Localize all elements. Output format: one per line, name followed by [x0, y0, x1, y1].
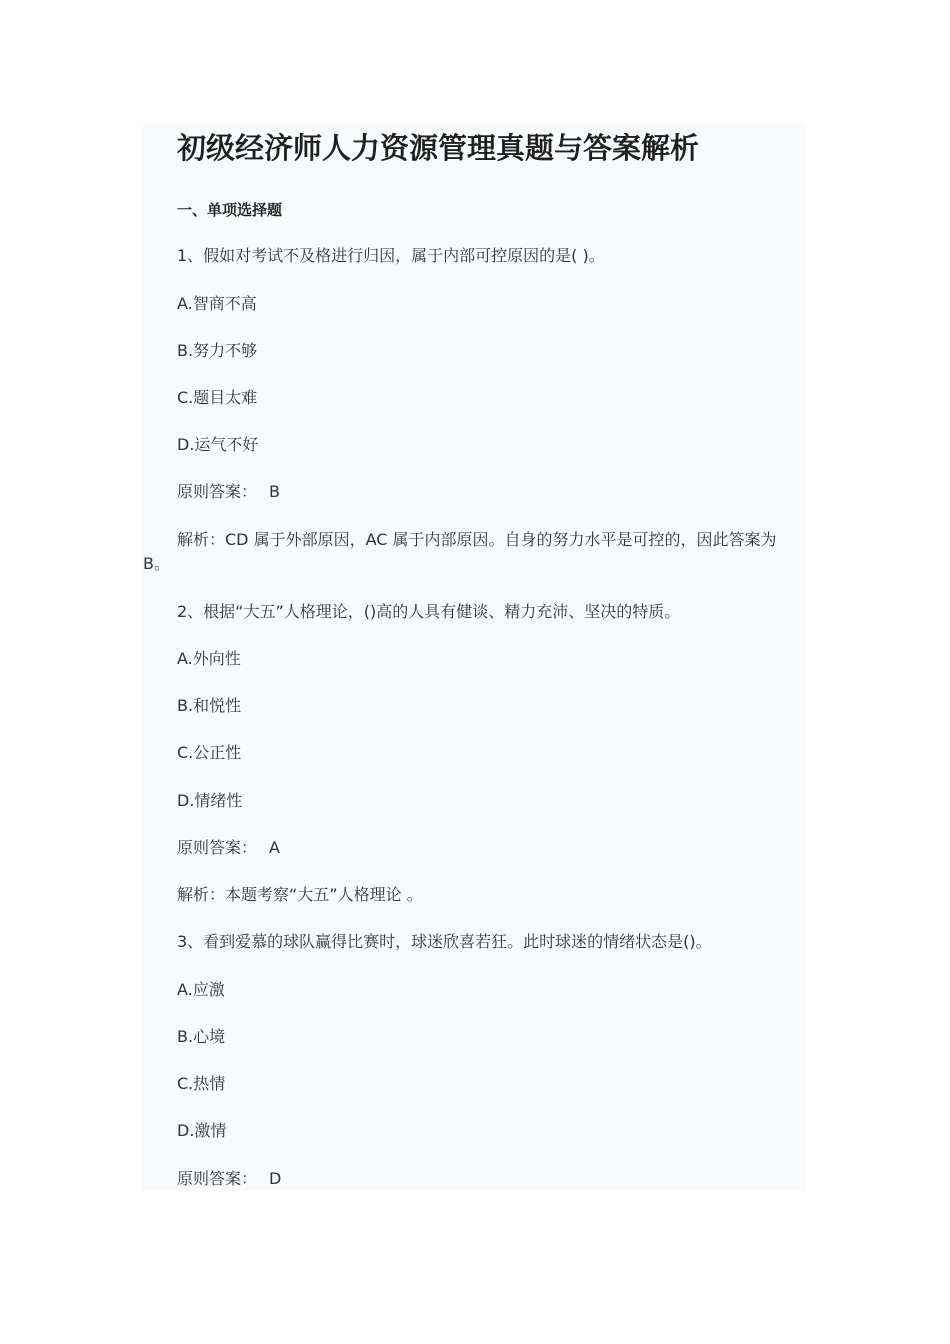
answer-label: 原则答案： [177, 838, 258, 857]
question-option: B.努力不够 [177, 341, 258, 360]
answer-value: D [269, 1169, 282, 1188]
question-option: C.热情 [177, 1074, 226, 1093]
question-option: C.公正性 [177, 743, 242, 762]
answer-line [177, 480, 280, 504]
question-option: B.心境 [177, 1027, 226, 1046]
analysis-text: 解析：CD 属于外部原因，AC 属于内部原因。自身的努力水平是可控的，因此答案为 B。 [143, 530, 777, 573]
question-stem: 1、假如对考试不及格进行归因，属于内部可控原因的是( )。 [177, 246, 605, 265]
question-option: C.题目太难 [177, 388, 258, 407]
section-heading: 一、单项选择题 [177, 201, 283, 219]
question-option: A.智商不高 [177, 294, 257, 313]
answer-label: 原则答案： [177, 482, 258, 501]
question-option: D.情绪性 [177, 791, 243, 810]
question-option: A.外向性 [177, 649, 241, 668]
question-stem: 3、看到爱慕的球队赢得比赛时，球迷欣喜若狂。此时球迷的情绪状态是()。 [177, 932, 712, 951]
answer-line [177, 1167, 281, 1191]
question-option: D.运气不好 [177, 435, 259, 454]
answer-value: A [269, 838, 280, 857]
question-option: A.应激 [177, 980, 225, 999]
answer-label: 原则答案： [177, 1169, 258, 1188]
question-option: B.和悦性 [177, 696, 242, 715]
answer-line [177, 836, 280, 860]
answer-value: B [269, 482, 280, 501]
analysis-text: 解析：本题考察“大五”人格理论 。 [177, 885, 423, 904]
question-option: D.激情 [177, 1121, 227, 1140]
question-stem: 2、根据“大五”人格理论，()高的人具有健谈、精力充沛、坚决的特质。 [177, 602, 681, 621]
document-panel [143, 124, 806, 1191]
document-title: 初级经济师人力资源管理真题与答案解析 [177, 131, 700, 165]
